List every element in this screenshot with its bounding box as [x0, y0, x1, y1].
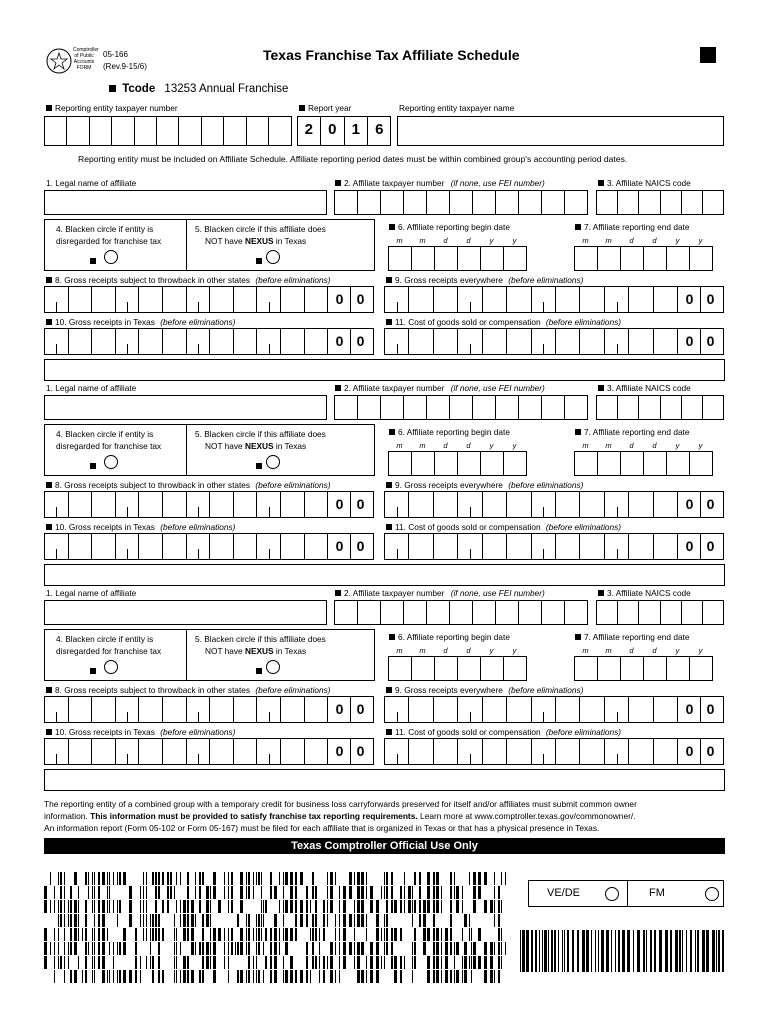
form-revision: (Rev.9-15/6)	[103, 62, 147, 71]
throwback-field-2[interactable]	[44, 491, 374, 518]
end-date-label: 7. Affiliate reporting end date	[575, 633, 689, 641]
everywhere-label: 9. Gross receipts everywhere (before eliminations)	[386, 686, 583, 694]
disregarded-label: 4. Blacken circle if entity is disregarded for franchise tax	[56, 634, 162, 656]
tcode-row	[109, 83, 288, 95]
affiliate-tin-label: 2. Affiliate taxpayer number (if none, use FEI number)	[335, 179, 545, 187]
end-date-field-2[interactable]	[574, 451, 713, 476]
begin-date-field-2[interactable]	[388, 451, 527, 476]
block-bottom-strip-3	[44, 769, 725, 791]
affiliate-tin-label: 2. Affiliate taxpayer number (if none, use FEI number)	[335, 384, 545, 392]
disregarded-circle-3[interactable]	[104, 660, 118, 674]
block-bottom-strip-2	[44, 564, 725, 586]
everywhere-field-2[interactable]	[384, 491, 724, 518]
page-title: Texas Franchise Tax Affiliate Schedule	[263, 47, 520, 63]
nexus-circle-3[interactable]	[266, 660, 280, 674]
block-bottom-strip-1	[44, 359, 725, 381]
fm-label: FM	[649, 887, 665, 899]
cogs-field-2-cents: 0 0	[685, 538, 715, 554]
everywhere-field-2-cents: 0 0	[685, 496, 715, 512]
nexus-label: 5. Blacken circle if this affiliate does NOT have NEXUS in Texas	[195, 224, 326, 246]
legal-name-label: 1. Legal name of affiliate	[46, 383, 137, 393]
ve-de-box	[528, 880, 724, 907]
cogs-label: 11. Cost of goods sold or compensation (before eliminations)	[386, 728, 621, 736]
legal-name-label: 1. Legal name of affiliate	[46, 588, 137, 598]
taxpayer-name-label: Reporting entity taxpayer name	[399, 103, 515, 113]
fm-circle[interactable]	[705, 887, 719, 901]
cogs-field-3[interactable]	[384, 738, 724, 765]
texas-receipts-label: 10. Gross receipts in Texas (before eliminations)	[46, 318, 235, 326]
notice-text: Reporting entity must be included on Affiliate Schedule. Affiliate reporting period dates must be within combined group's accounting period dates.	[78, 154, 628, 164]
nexus-circle-1[interactable]	[266, 250, 280, 264]
naics-label: 3. Affiliate NAICS code	[598, 384, 691, 392]
marker-square	[109, 85, 116, 92]
everywhere-label: 9. Gross receipts everywhere (before eliminations)	[386, 276, 583, 284]
texas-receipts-field-2-cents: 0 0	[335, 538, 365, 554]
disregarded-circle-2[interactable]	[104, 455, 118, 469]
begin-date-label: 6. Affiliate reporting begin date	[389, 223, 510, 231]
disregarded-circle-1[interactable]	[104, 250, 118, 264]
legal-name-label: 1. Legal name of affiliate	[46, 178, 137, 188]
naics-label: 3. Affiliate NAICS code	[598, 179, 691, 187]
disregarded-label: 4. Blacken circle if entity is disregarded for franchise tax	[56, 224, 162, 246]
everywhere-field-3[interactable]	[384, 696, 724, 723]
begin-date-label: 6. Affiliate reporting begin date	[389, 633, 510, 641]
barcode-left	[44, 872, 506, 984]
cogs-field-3-cents: 0 0	[685, 743, 715, 759]
throwback-field-3-cents: 0 0	[335, 701, 365, 717]
naics-field-2[interactable]	[596, 395, 724, 420]
cogs-field-1[interactable]	[384, 328, 724, 355]
end-date-label: 7. Affiliate reporting end date	[575, 428, 689, 436]
cogs-field-2[interactable]	[384, 533, 724, 560]
nexus-circle-2[interactable]	[266, 455, 280, 469]
begin-date-field-1[interactable]	[388, 246, 527, 271]
affiliate-tin-field-1[interactable]	[334, 190, 588, 215]
affiliate-tin-label: 2. Affiliate taxpayer number (if none, use FEI number)	[335, 589, 545, 597]
footer-notice: The reporting entity of a combined group with a temporary credit for business loss carryforwards preserved for itself and/or affiliates must submit common owner information. This information must be provided to satisfy franchise tax reporting requirements. Learn more at www.comptroller.texas.gov/commonowner/. An information report (Form 05-102 or Form 05-167) must be filed for each affiliate that is organized in Texas or that has a physical presence in Texas.	[44, 799, 637, 833]
tcode-value: 13253 Annual Franchise	[164, 83, 289, 95]
taxpayer-number-label: Reporting entity taxpayer number	[46, 104, 178, 112]
affiliate-tin-field-3[interactable]	[334, 600, 588, 625]
end-date-format: m m d d y y	[582, 646, 703, 655]
throwback-field-1[interactable]	[44, 286, 374, 313]
report-year-value: 2 0 1 6	[304, 121, 384, 138]
form-number: 05-166	[103, 50, 128, 59]
taxpayer-number-field[interactable]	[44, 116, 292, 146]
begin-date-format: m m d d y y	[396, 236, 517, 245]
everywhere-field-1-cents: 0 0	[685, 291, 715, 307]
taxpayer-name-field[interactable]	[397, 116, 724, 146]
naics-field-1[interactable]	[596, 190, 724, 215]
end-date-format: m m d d y y	[582, 236, 703, 245]
official-use-banner: Texas Comptroller Official Use Only	[44, 838, 725, 854]
corner-mark	[700, 47, 716, 63]
texas-receipts-field-2[interactable]	[44, 533, 374, 560]
agency-name: Comptroller of Public Accounts FORM	[73, 47, 99, 71]
throwback-label: 8. Gross receipts subject to throwback in other states (before eliminations)	[46, 276, 331, 284]
legal-name-field-2[interactable]	[44, 395, 327, 420]
report-year-label: Report year	[299, 104, 351, 112]
throwback-label: 8. Gross receipts subject to throwback in other states (before eliminations)	[46, 481, 331, 489]
texas-receipts-field-3[interactable]	[44, 738, 374, 765]
ve-de-circle[interactable]	[605, 887, 619, 901]
naics-field-3[interactable]	[596, 600, 724, 625]
nexus-label: 5. Blacken circle if this affiliate does NOT have NEXUS in Texas	[195, 634, 326, 656]
throwback-field-1-cents: 0 0	[335, 291, 365, 307]
legal-name-field-1[interactable]	[44, 190, 327, 215]
cogs-label: 11. Cost of goods sold or compensation (before eliminations)	[386, 318, 621, 326]
disregarded-label: 4. Blacken circle if entity is disregarded for franchise tax	[56, 429, 162, 451]
comptroller-seal	[46, 48, 72, 74]
begin-date-format: m m d d y y	[396, 441, 517, 450]
cogs-field-1-cents: 0 0	[685, 333, 715, 349]
everywhere-label: 9. Gross receipts everywhere (before eliminations)	[386, 481, 583, 489]
texas-receipts-field-1[interactable]	[44, 328, 374, 355]
begin-date-field-3[interactable]	[388, 656, 527, 681]
everywhere-field-1[interactable]	[384, 286, 724, 313]
ve-de-label: VE/DE	[547, 887, 581, 899]
texas-receipts-label: 10. Gross receipts in Texas (before eliminations)	[46, 728, 235, 736]
everywhere-field-3-cents: 0 0	[685, 701, 715, 717]
end-date-label: 7. Affiliate reporting end date	[575, 223, 689, 231]
begin-date-format: m m d d y y	[396, 646, 517, 655]
begin-date-label: 6. Affiliate reporting begin date	[389, 428, 510, 436]
barcode-right	[520, 930, 725, 972]
tcode-label: Tcode	[122, 83, 156, 95]
throwback-field-2-cents: 0 0	[335, 496, 365, 512]
texas-receipts-label: 10. Gross receipts in Texas (before eliminations)	[46, 523, 235, 531]
end-date-field-3[interactable]	[574, 656, 713, 681]
end-date-field-1[interactable]	[574, 246, 713, 271]
nexus-label: 5. Blacken circle if this affiliate does NOT have NEXUS in Texas	[195, 429, 326, 451]
texas-receipts-field-1-cents: 0 0	[335, 333, 365, 349]
throwback-field-3[interactable]	[44, 696, 374, 723]
naics-label: 3. Affiliate NAICS code	[598, 589, 691, 597]
end-date-format: m m d d y y	[582, 441, 703, 450]
texas-receipts-field-3-cents: 0 0	[335, 743, 365, 759]
throwback-label: 8. Gross receipts subject to throwback in other states (before eliminations)	[46, 686, 331, 694]
cogs-label: 11. Cost of goods sold or compensation (before eliminations)	[386, 523, 621, 531]
legal-name-field-3[interactable]	[44, 600, 327, 625]
affiliate-tin-field-2[interactable]	[334, 395, 588, 420]
